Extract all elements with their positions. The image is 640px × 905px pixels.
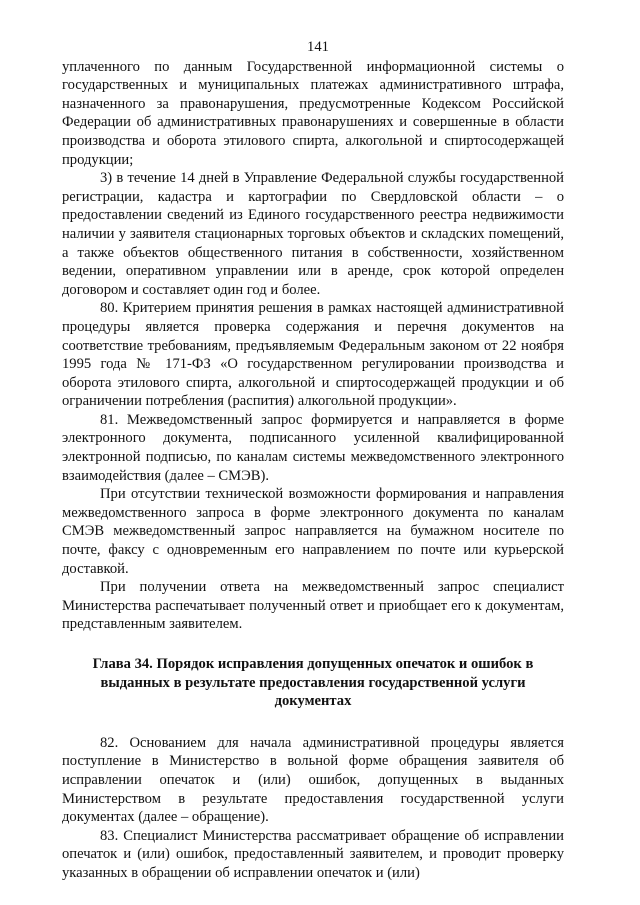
paragraph-81: 81. Межведомственный запрос формируется и направляется в форме электронного документа, подписанного усиленной квалифицированной электронной подписью, по каналам системы межведомственного электронного взаимодействия (далее – СМЭВ). xyxy=(62,411,564,484)
paragraph-response-received: При получении ответа на межведомственный запрос специалист Министерства распечатывает полученный ответ и приобщает его к документам, представленным заявителем. xyxy=(62,579,564,633)
paragraph-83: 83. Специалист Министерства рассматривает обращение об исправлении опечаток и (или) ошибок, предоставленный заявителем, и проводит проверку указанных в обращении об исправлении опечаток и (или) xyxy=(62,827,564,881)
chapter-heading: Глава 34. Порядок исправления допущенных опечаток и ошибок в выданных в результате предоставления государственной услуги документах xyxy=(92,656,534,710)
paragraph-no-technical-possibility: При отсутствии технической возможности формирования и направления межведомственного запроса в форме электронного документа по каналам СМЭВ межведомственный запрос направляется на бумажном носителе по почте, факсу с одновременным его направлением по почте или курьерской доставкой. xyxy=(62,486,564,577)
page-number: 141 xyxy=(307,39,329,55)
paragraph-80: 80. Критерием принятия решения в рамках настоящей административной процедуры является проверка содержания и перечня документов на соответствие требованиям, предъявляемым Федеральным законом от 22 ноября 1995 года № 171-ФЗ «О государственном регулировании производства и оборота этилового спирта, алкогольной и спиртосодержащей продукции и об ограничении потребления (распития) алкогольной продукции». xyxy=(62,300,564,410)
paragraph-continuation: уплаченного по данным Государственной информационной системы о государственных и муниципальных платежах административного штрафа, назначенного за правонарушения, предусмотренные Кодексом Российской Федерации об административных правонарушениях и совершенные в области производства и оборота этилового спирта, алкогольной и спиртосодержащей продукции; xyxy=(62,58,564,168)
paragraph-item-3: 3) в течение 14 дней в Управление Федеральной службы государственной регистрации, кадастра и картографии по Свердловской области – о предоставлении сведений из Единого государственного реестра недвижимости наличии у заявителя стационарных торговых объектов и складских помещений, а также объектов общественного питания в собственности, хозяйственном ведении, оперативном управлении или в аренде, срок которой определен договором и составляет один год и более. xyxy=(62,170,564,298)
paragraph-82: 82. Основанием для начала административной процедуры является поступление в Министерство в вольной форме обращения заявителя об исправлении опечаток и (или) ошибок, допущенных в выданных Министерством в результате предоставления государственной услуги документах (далее – обращение). xyxy=(62,734,564,826)
